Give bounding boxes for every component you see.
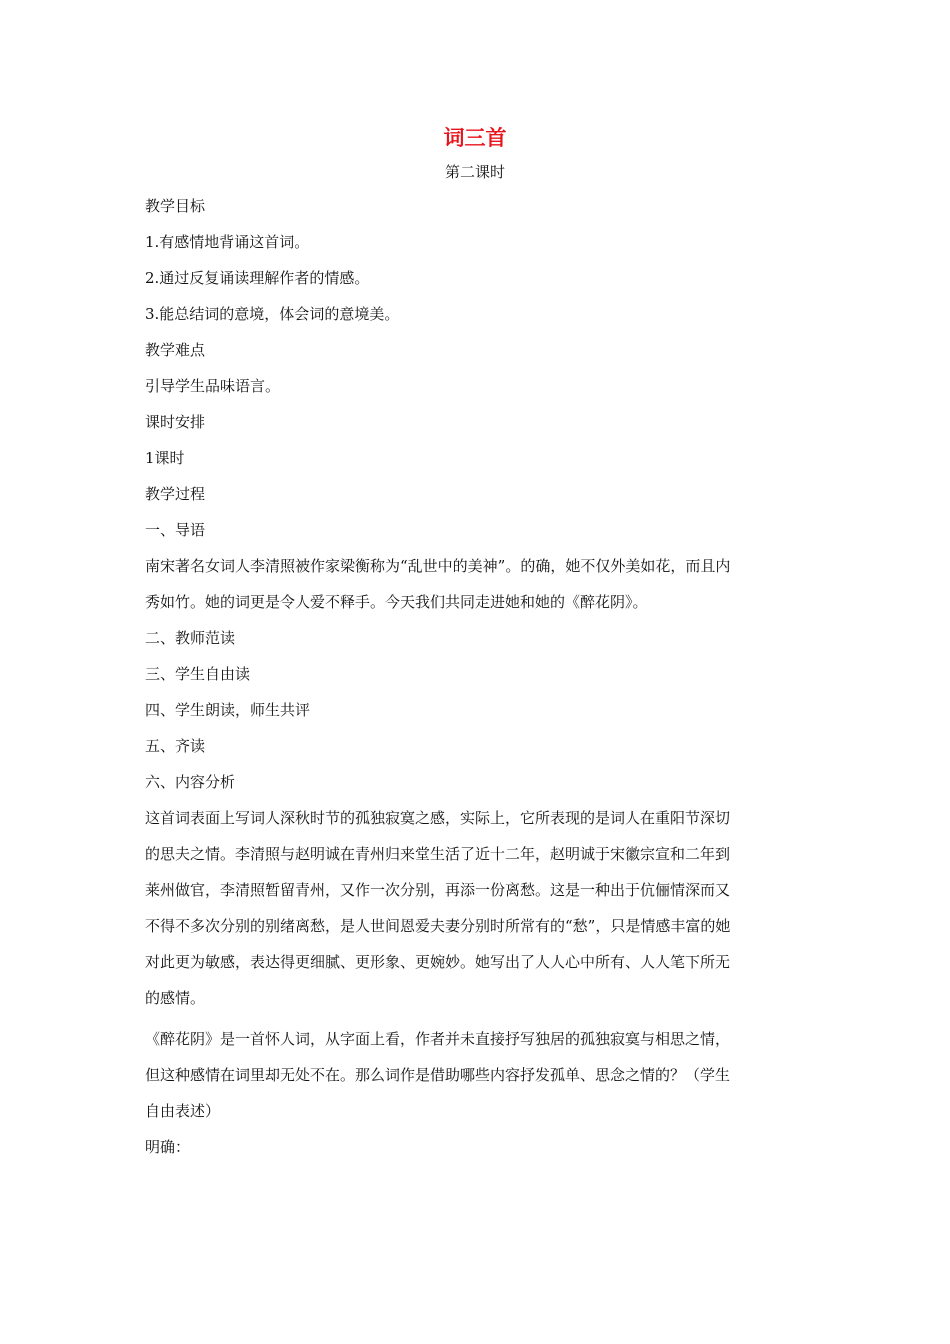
- step-content-analysis: 六、内容分析: [145, 773, 236, 791]
- question-paragraph: 《醉花阴》是一首怀人词，从字面上看，作者并未直接抒写独居的孤独寂寞与相思之情，但这种感情在词里却无处不在。那么词作是借助哪些内容抒发孤单、思念之情的？（学生自由表述）: [145, 1030, 731, 1120]
- objective-item-2: 2.通过反复诵读理解作者的情感。: [145, 269, 370, 287]
- difficulty-text: 引导学生品味语言。: [145, 377, 281, 395]
- step-teacher-reading: 二、教师范读: [145, 629, 236, 647]
- step-student-reading: 四、学生朗读，师生共评: [145, 701, 311, 719]
- intro-paragraph: 南宋著名女词人李清照被作家梁衡称为“乱世中的美神”。的确，她不仅外美如花，而且内秀如竹。她的词更是令人爱不释手。今天我们共同走进她和她的《醉花阴》。: [145, 557, 731, 611]
- section-heading-difficulty: 教学难点: [145, 341, 206, 359]
- section-heading-objectives: 教学目标: [145, 197, 206, 215]
- section-heading-schedule: 课时安排: [145, 413, 206, 431]
- clarify-label: 明确：: [145, 1138, 191, 1156]
- section-heading-process: 教学过程: [145, 485, 206, 503]
- document-title: 词三首: [443, 126, 507, 150]
- step-free-reading: 三、学生自由读: [145, 665, 251, 683]
- objective-item-3: 3.能总结词的意境，体会词的意境美。: [145, 305, 400, 323]
- step-group-reading: 五、齐读: [145, 737, 206, 755]
- document-subtitle: 第二课时: [444, 163, 505, 181]
- step-intro-heading: 一、导语: [145, 521, 206, 539]
- analysis-paragraph: 这首词表面上写词人深秋时节的孤独寂寞之感，实际上，它所表现的是词人在重阳节深切的思夫之情。李清照与赵明诚在青州归来堂生活了近十二年，赵明诚于宋徽宗宣和二年到莱州做官，李清照暂留青州，又作一次分别，再添一份离愁。这是一种出于伉俪情深而又不得不多次分别的别绪离愁，是人世间恩爱夫妻分别时所常有的“愁”，只是情感丰富的她对此更为敏感，表达得更细腻、更形象、更婉妙。她写出了人人心中所有、人人笔下所无的感情。: [145, 809, 731, 1007]
- document-body: [145, 195, 745, 1172]
- schedule-text: 1课时: [145, 449, 185, 467]
- objective-item-1: 1.有感情地背诵这首词。: [145, 233, 310, 251]
